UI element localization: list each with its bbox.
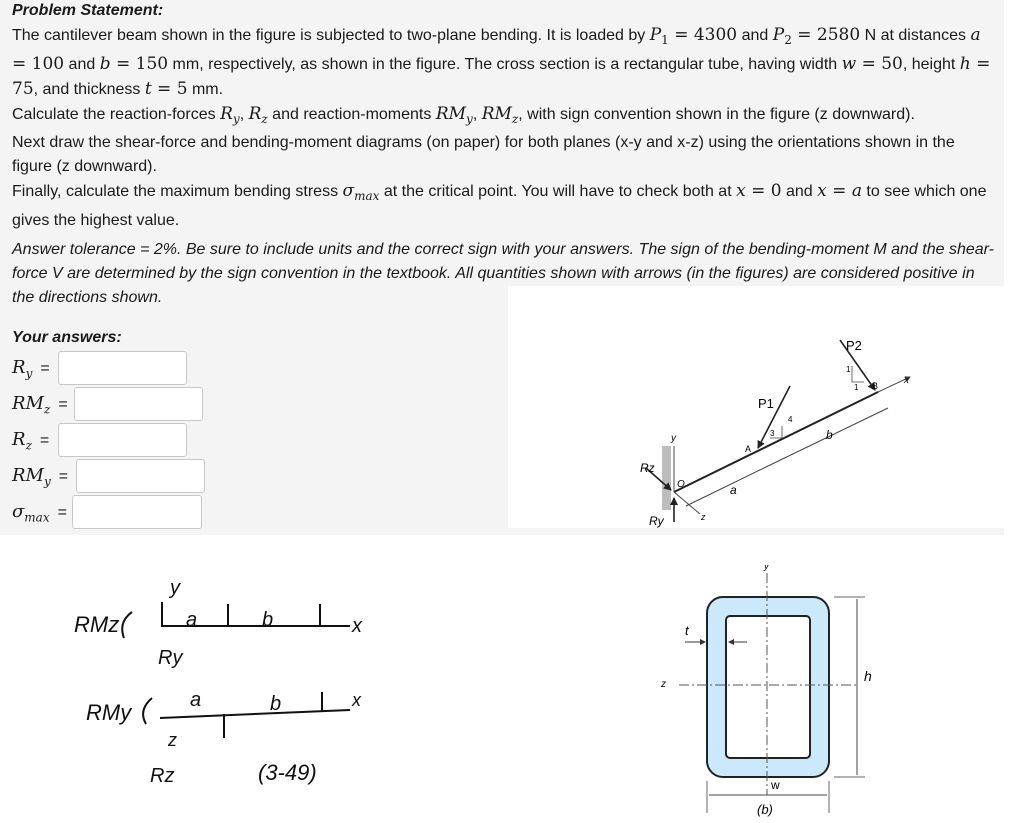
cs-h-label: h bbox=[864, 668, 872, 684]
sketch-a2-label: a bbox=[190, 689, 202, 711]
y-axis-label: y bbox=[671, 433, 676, 444]
your-answers-heading: Your answers: bbox=[12, 329, 122, 346]
sketch-rmz-arc bbox=[122, 612, 132, 638]
sketch-z-label: z bbox=[168, 730, 177, 750]
point-a-label: A bbox=[745, 444, 752, 454]
statement-paragraph-4: Finally, calculate the maximum bending stress $\sigma_{max}$ at the critical point. You will have to check both at x = 0 and x = a to see which one gives the highest value. bbox=[12, 181, 987, 229]
answer-row-rz: $R_z$ = bbox=[12, 429, 50, 453]
cs-z-label: z bbox=[661, 679, 666, 690]
z-axis-line bbox=[674, 492, 700, 514]
sketch-x1-label: x bbox=[352, 615, 362, 637]
rmz-label: $RM_z$ bbox=[12, 393, 51, 417]
sketch-b2-label: b bbox=[270, 693, 282, 715]
p1-slope-4: 4 bbox=[788, 415, 793, 424]
problem-statement bbox=[12, 23, 997, 233]
rz-label: $R_z$ bbox=[12, 429, 32, 453]
sketch-rz-label: Rz bbox=[150, 765, 175, 787]
sketch-b1-label: b bbox=[262, 609, 274, 631]
rmy-input[interactable] bbox=[76, 459, 205, 493]
sketch-a1-label: a bbox=[186, 609, 198, 631]
ry-label: $R_y$ bbox=[12, 357, 33, 381]
p1-slope-3: 3 bbox=[770, 429, 775, 438]
dimension-b-label: b bbox=[826, 428, 833, 442]
tube-inner-hollow bbox=[726, 616, 810, 758]
rz-input[interactable] bbox=[58, 423, 187, 457]
p2-slope-triangle bbox=[852, 366, 864, 382]
cross-section-figure bbox=[509, 565, 1024, 818]
ry-input[interactable] bbox=[58, 351, 187, 385]
beam-axis-line bbox=[674, 392, 878, 492]
statement-paragraph-3: Next draw the shear-force and bending-moment diagrams (on paper) for both planes (x-y and x-z) using the orientations shown in the figure (z downward). bbox=[12, 134, 955, 176]
p2-figure-label: P2 bbox=[846, 338, 862, 353]
cross-section-panel bbox=[509, 565, 1024, 818]
rmy-label: $RM_y$ bbox=[12, 465, 51, 489]
origin-label: O bbox=[677, 479, 685, 490]
sketch-rmz-label: RMz bbox=[74, 612, 120, 637]
beam-figure bbox=[508, 286, 1024, 528]
wall-support bbox=[662, 446, 671, 510]
sketch-y-label: y bbox=[170, 577, 180, 599]
cs-t-label: t bbox=[685, 623, 689, 638]
sketch-rmy-arc bbox=[143, 698, 152, 724]
sketch-ry-label: Ry bbox=[158, 647, 183, 669]
answer-row-rmy: $RM_y$ = bbox=[12, 465, 69, 489]
sketch-panel bbox=[0, 542, 505, 818]
statement-paragraph-2: Calculate the reaction-forces $R_y$, $R_z$ and reaction-moments $RM_y$, $RM_z$, with sign convention shown in the figure (z downward). bbox=[12, 104, 915, 127]
cs-caption: (b) bbox=[757, 802, 773, 817]
p2-slope-1b: 1 bbox=[854, 383, 859, 392]
p2-slope-1a: 1 bbox=[846, 365, 851, 374]
answer-tolerance-note: Answer tolerance = 2%. Be sure to include units and the correct sign with your answers. The sign of the bending-moment M and the shear-force V are determined by the sign convention in the textbook. All quantities shown with arrows (in the figures) are considered positive in the directions shown. bbox=[12, 241, 995, 306]
answer-row-sigma-max: $\sigma_{max}$ = bbox=[12, 501, 67, 525]
z-axis-label: z bbox=[701, 512, 706, 522]
handwritten-sketch bbox=[0, 542, 505, 818]
problem-title: Problem Statement: bbox=[12, 2, 164, 19]
answer-row-ry: $R_y$ = bbox=[12, 357, 50, 381]
ry-figure-label: Ry bbox=[649, 514, 664, 528]
sigma-max-label: $\sigma_{max}$ bbox=[12, 501, 50, 525]
rz-figure-label: Rz bbox=[640, 461, 655, 475]
sketch-rmy-label: RMy bbox=[86, 700, 132, 725]
beam-figure-panel bbox=[508, 286, 1024, 528]
sketch-x2-label: x bbox=[352, 690, 361, 710]
answer-row-rmz: $RM_z$ = bbox=[12, 393, 68, 417]
cs-w-label: w bbox=[771, 778, 780, 792]
sigma-max-input[interactable] bbox=[72, 495, 202, 529]
rmz-input[interactable] bbox=[74, 387, 203, 421]
x-axis-label: x bbox=[904, 375, 909, 386]
p1-figure-label: P1 bbox=[758, 396, 774, 411]
cs-y-label: y bbox=[764, 565, 769, 572]
dimension-a-label: a bbox=[730, 483, 737, 497]
statement-paragraph-1: The cantilever beam shown in the figure is subjected to two-plane bending. It is loaded by $P_1 = 4300$ and $P_2 = 2580$ N at distances a = 100 and b = 150 mm, respectively, as shown in the figure. The cross section is a rectangular tube, having width w = 50, height h = 75, and thickness t = 5 mm. bbox=[12, 25, 991, 100]
dimension-a-line bbox=[686, 466, 768, 506]
sketch-problem-ref: (3-49) bbox=[258, 760, 317, 785]
point-b-label: B bbox=[872, 381, 879, 391]
